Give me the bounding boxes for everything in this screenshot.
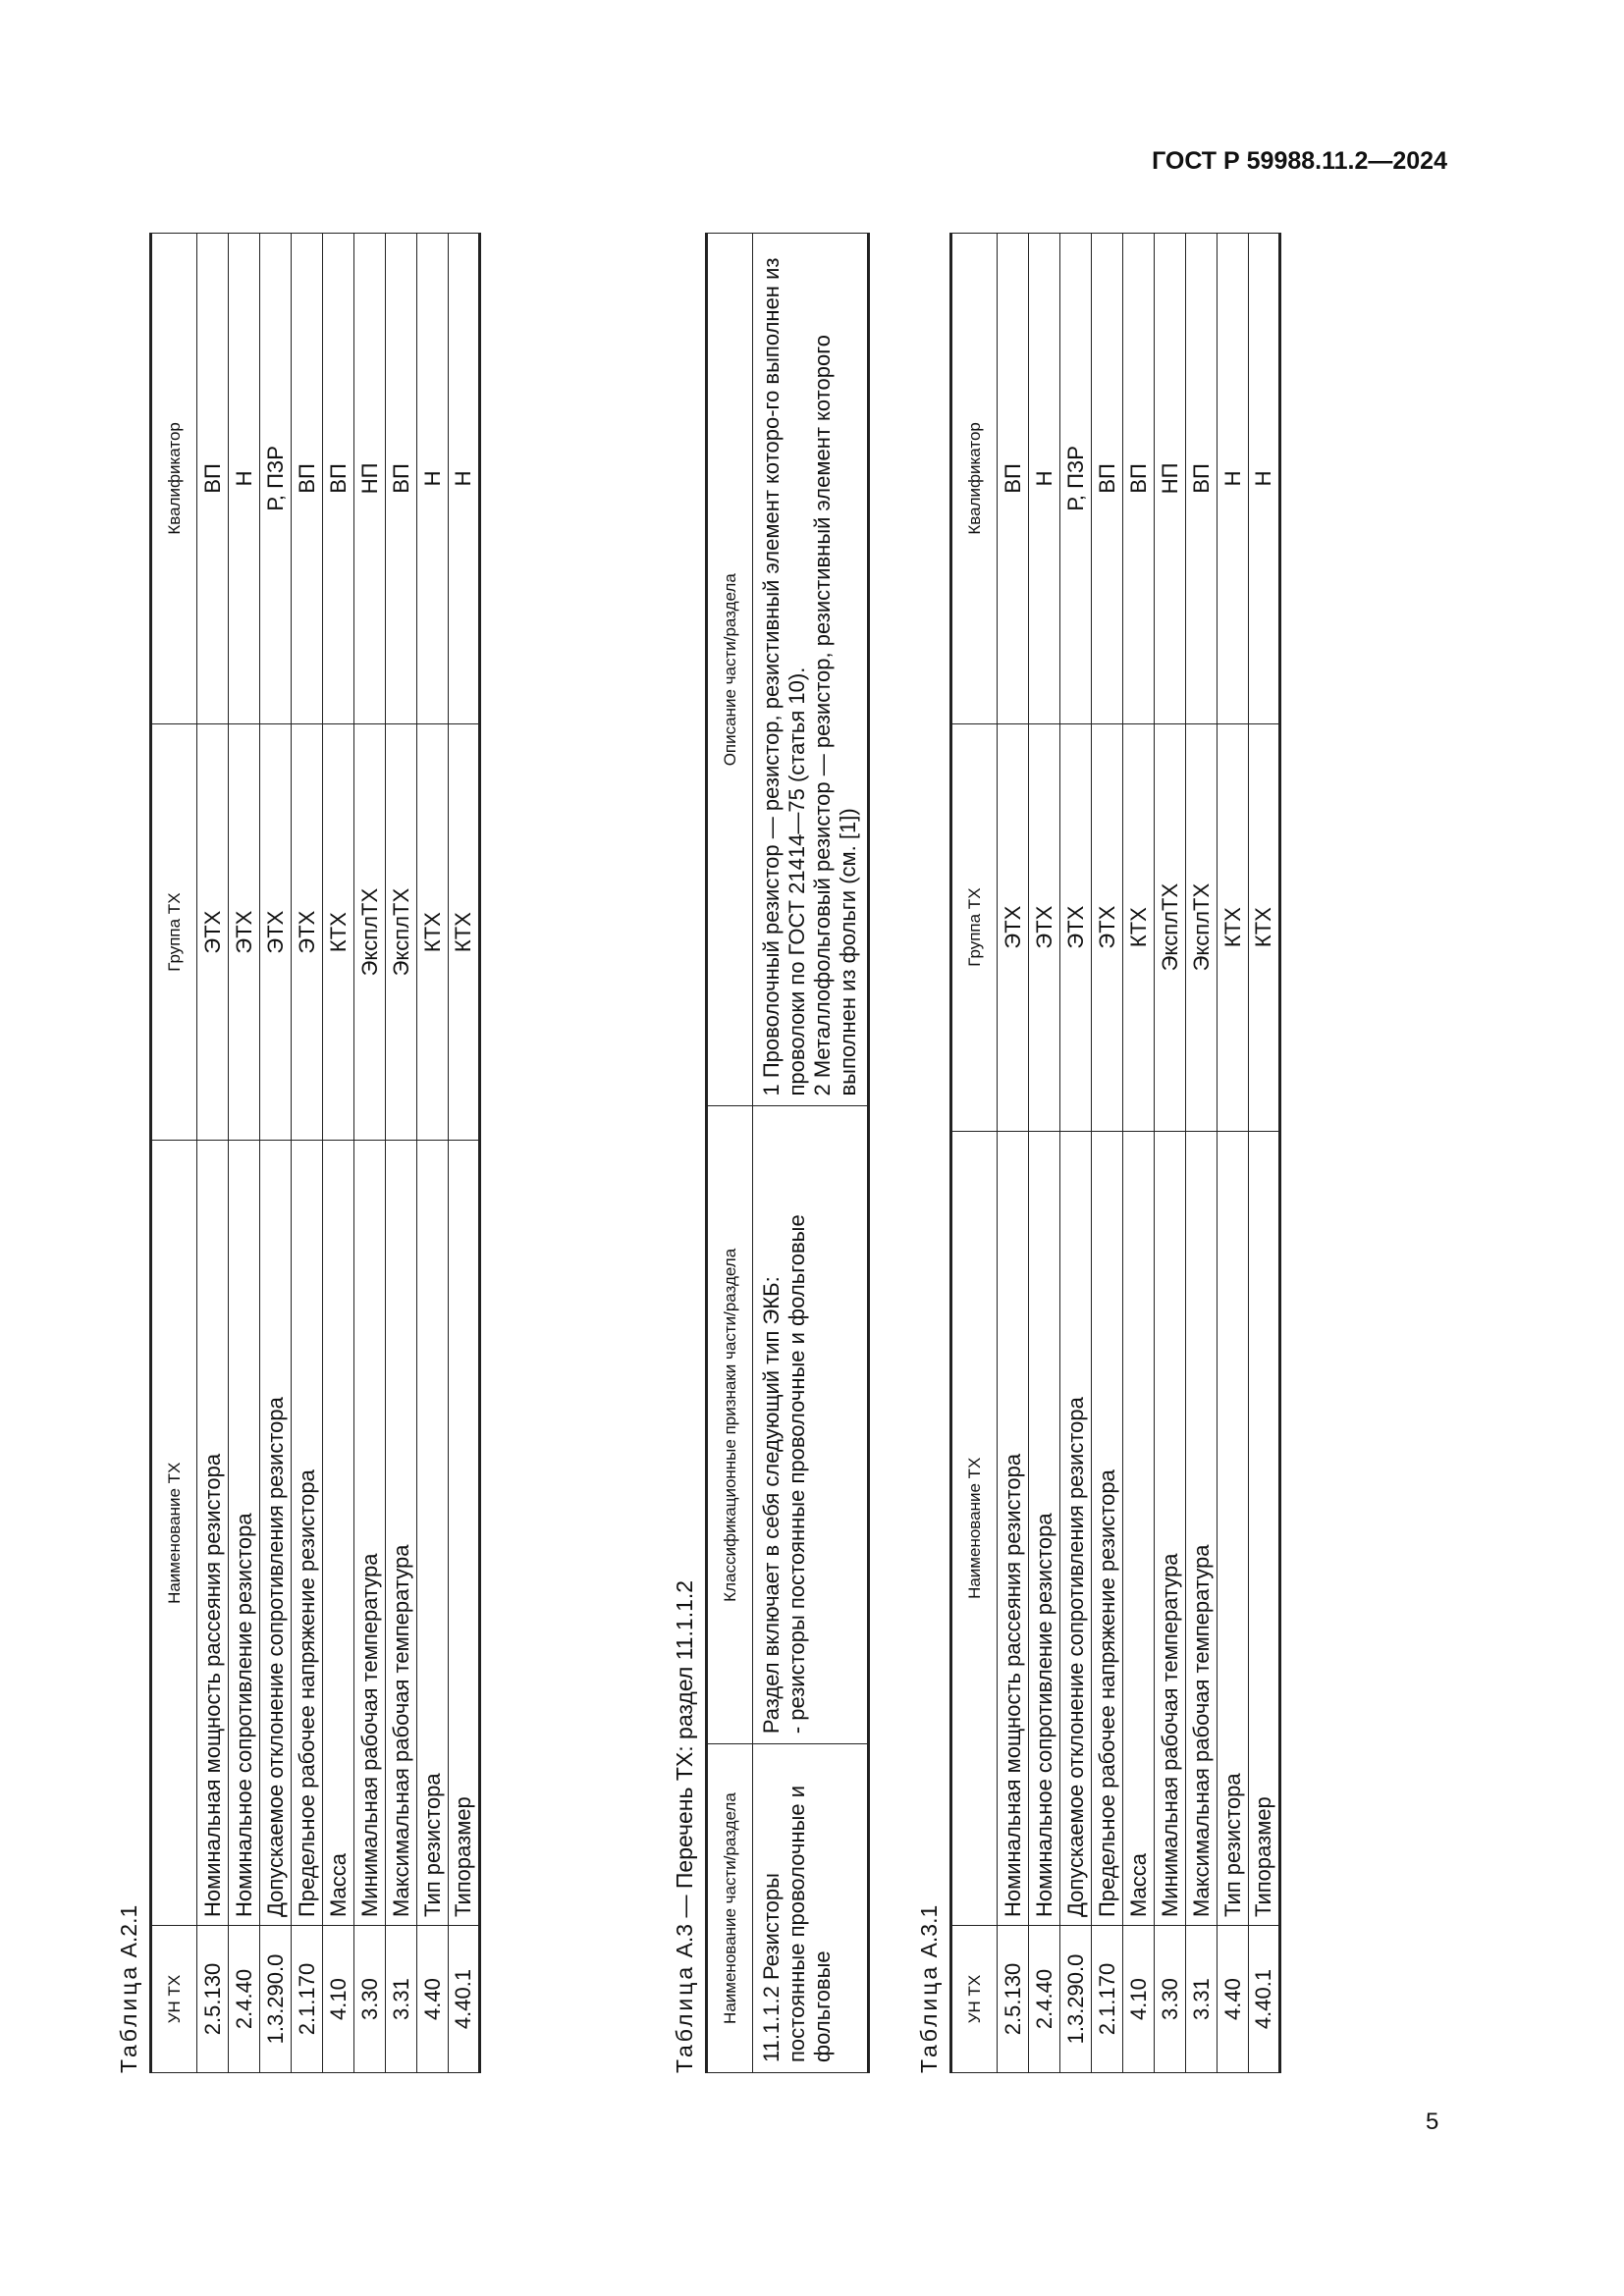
- ун-tx-cell: 4.40.1: [1249, 1926, 1280, 2073]
- group-cell: КТХ: [1249, 723, 1280, 1131]
- ун-tx-cell: 4.40: [1218, 1926, 1249, 2073]
- column-header: УН ТХ: [951, 1926, 998, 2073]
- table-row: [1249, 234, 1280, 2073]
- document-code: ГОСТ Р 59988.11.2—2024: [1152, 147, 1447, 175]
- ун-tx-cell: 2.5.130: [998, 1926, 1029, 2073]
- table-row: [1092, 234, 1123, 2073]
- table-row: [1060, 234, 1092, 2073]
- description-line: 2 Металлофольговый резистор — резистор, резистивный элемент которого выполнен из фольги (см. [1]): [810, 335, 860, 1096]
- column-header: Наименование ТХ: [151, 1141, 197, 1926]
- section-name: 11.1.1.2 Резисторы постоянные проволочные и фольговые: [753, 1744, 869, 2073]
- qualifier-cell: ВП: [197, 234, 229, 724]
- qualifier-cell: ВП: [323, 234, 354, 724]
- ун-tx-cell: 3.31: [1186, 1926, 1218, 2073]
- qualifier-cell: Н: [1029, 234, 1060, 724]
- ун-tx-cell: 4.10: [1123, 1926, 1155, 2073]
- section-signs: [753, 1106, 869, 1744]
- signs-line: - резисторы постоянные проволочные и фольговые: [785, 1214, 809, 1735]
- description-line: 1 Проволочный резистор — резистор, резистивный элемент которо-го выполнен из проволоки по ГОСТ 21414—75 (статья 10).: [759, 257, 809, 1096]
- ун-tx-cell: 2.4.40: [229, 1926, 260, 2073]
- qualifier-cell: Н: [449, 234, 480, 724]
- group-cell: КТХ: [449, 723, 480, 1141]
- table-header-row: [951, 234, 998, 2073]
- name-cell: Максимальная рабочая температура: [386, 1141, 417, 1926]
- table-row: [197, 234, 229, 2073]
- name-cell: Масса: [1123, 1131, 1155, 1926]
- name-cell: Номинальная мощность рассеяния резистора: [998, 1131, 1029, 1926]
- name-cell: Масса: [323, 1141, 354, 1926]
- column-header: Квалификатор: [951, 234, 998, 724]
- table-row: [1155, 234, 1186, 2073]
- table-a31-block: [908, 233, 1281, 2073]
- caption-number: А.3.1: [916, 1904, 942, 1958]
- column-header: Наименование ТХ: [951, 1131, 998, 1926]
- section-description: [753, 234, 869, 1107]
- group-cell: ЭксплТХ: [354, 723, 386, 1141]
- group-cell: КТХ: [323, 723, 354, 1141]
- ун-tx-cell: 1.3.290.0: [260, 1926, 292, 2073]
- ун-tx-cell: 3.30: [1155, 1926, 1186, 2073]
- name-cell: Номинальное сопротивление резистора: [1029, 1131, 1060, 1926]
- name-cell: Минимальная рабочая температура: [354, 1141, 386, 1926]
- table-row: [260, 234, 292, 2073]
- group-cell: ЭТХ: [1029, 723, 1060, 1131]
- column-header: Квалификатор: [151, 234, 197, 724]
- group-cell: ЭТХ: [260, 723, 292, 1141]
- qualifier-cell: ВП: [998, 234, 1029, 724]
- group-cell: ЭТХ: [1092, 723, 1123, 1131]
- table-row: [354, 234, 386, 2073]
- table-row: [229, 234, 260, 2073]
- group-cell: ЭТХ: [998, 723, 1029, 1131]
- table-a3-caption: [664, 233, 705, 2073]
- caption-text: А.3 — Перечень ТХ: раздел 11.1.1.2: [672, 1579, 697, 1958]
- group-cell: ЭТХ: [197, 723, 229, 1141]
- caption-number: А.2.1: [116, 1904, 141, 1958]
- column-header: Группа ТХ: [951, 723, 998, 1131]
- name-cell: Допускаемое отклонение сопротивления резистора: [1060, 1131, 1092, 1926]
- name-cell: Предельное рабочее напряжение резистора: [292, 1141, 323, 1926]
- ун-tx-cell: 2.1.170: [292, 1926, 323, 2073]
- signs-line: Раздел включает в себя следующий тип ЭКБ:: [759, 1276, 784, 1735]
- table-row: [292, 234, 323, 2073]
- qualifier-cell: Р, ПЗР: [260, 234, 292, 724]
- group-cell: КТХ: [417, 723, 449, 1141]
- table-a31: [949, 233, 1281, 2073]
- qualifier-cell: НП: [354, 234, 386, 724]
- caption-word: Таблица: [672, 1963, 697, 2073]
- table-row: [753, 234, 869, 2073]
- column-header: Классификационные признаки части/раздела: [707, 1106, 753, 1744]
- table-row: [386, 234, 417, 2073]
- ун-tx-cell: 3.31: [386, 1926, 417, 2073]
- table-header-row: [151, 234, 197, 2073]
- caption-word: Таблица: [116, 1963, 141, 2073]
- name-cell: Типоразмер: [1249, 1131, 1280, 1926]
- table-a3-block: [664, 233, 870, 2073]
- group-cell: КТХ: [1218, 723, 1249, 1131]
- qualifier-cell: Н: [1249, 234, 1280, 724]
- table-row: [1123, 234, 1155, 2073]
- table-a21-body: [197, 234, 480, 2073]
- qualifier-cell: НП: [1155, 234, 1186, 724]
- qualifier-cell: Н: [229, 234, 260, 724]
- name-cell: Тип резистора: [417, 1141, 449, 1926]
- table-a21-block: [108, 233, 481, 2073]
- name-cell: Минимальная рабочая температура: [1155, 1131, 1186, 1926]
- column-header: Группа ТХ: [151, 723, 197, 1141]
- group-cell: ЭТХ: [292, 723, 323, 1141]
- group-cell: ЭксплТХ: [1186, 723, 1218, 1131]
- qualifier-cell: Н: [417, 234, 449, 724]
- name-cell: Допускаемое отклонение сопротивления резистора: [260, 1141, 292, 1926]
- name-cell: Предельное рабочее напряжение резистора: [1092, 1131, 1123, 1926]
- table-row: [1029, 234, 1060, 2073]
- group-cell: ЭТХ: [1060, 723, 1092, 1131]
- table-row: [323, 234, 354, 2073]
- name-cell: Номинальное сопротивление резистора: [229, 1141, 260, 1926]
- table-header-row: [707, 234, 753, 2073]
- name-cell: Тип резистора: [1218, 1131, 1249, 1926]
- name-cell: Номинальная мощность рассеяния резистора: [197, 1141, 229, 1926]
- qualifier-cell: ВП: [1186, 234, 1218, 724]
- ун-tx-cell: 2.1.170: [1092, 1926, 1123, 2073]
- group-cell: ЭТХ: [229, 723, 260, 1141]
- page-number: 5: [1426, 2109, 1439, 2135]
- ун-tx-cell: 4.40.1: [449, 1926, 480, 2073]
- ун-tx-cell: 4.40: [417, 1926, 449, 2073]
- ун-tx-cell: 1.3.290.0: [1060, 1926, 1092, 2073]
- ун-tx-cell: 2.5.130: [197, 1926, 229, 2073]
- qualifier-cell: Н: [1218, 234, 1249, 724]
- qualifier-cell: ВП: [386, 234, 417, 724]
- qualifier-cell: ВП: [1092, 234, 1123, 724]
- column-header: Наименование части/раздела: [707, 1744, 753, 2073]
- qualifier-cell: ВП: [292, 234, 323, 724]
- column-header: Описание части/раздела: [707, 234, 753, 1107]
- table-a31-caption: [908, 233, 949, 2073]
- table-row: [998, 234, 1029, 2073]
- qualifier-cell: ВП: [1123, 234, 1155, 724]
- ун-tx-cell: 3.30: [354, 1926, 386, 2073]
- qualifier-cell: Р, ПЗР: [1060, 234, 1092, 724]
- table-row: [1186, 234, 1218, 2073]
- table-a21-caption: [108, 233, 149, 2073]
- table-a3: [705, 233, 870, 2073]
- group-cell: КТХ: [1123, 723, 1155, 1131]
- name-cell: Максимальная рабочая температура: [1186, 1131, 1218, 1926]
- ун-tx-cell: 2.4.40: [1029, 1926, 1060, 2073]
- table-row: [417, 234, 449, 2073]
- group-cell: ЭксплТХ: [386, 723, 417, 1141]
- name-cell: Типоразмер: [449, 1141, 480, 1926]
- table-a31-body: [998, 234, 1280, 2073]
- caption-word: Таблица: [916, 1963, 942, 2073]
- table-a21: [149, 233, 481, 2073]
- table-row: [449, 234, 480, 2073]
- table-row: [1218, 234, 1249, 2073]
- column-header: УН ТХ: [151, 1926, 197, 2073]
- group-cell: ЭксплТХ: [1155, 723, 1186, 1131]
- ун-tx-cell: 4.10: [323, 1926, 354, 2073]
